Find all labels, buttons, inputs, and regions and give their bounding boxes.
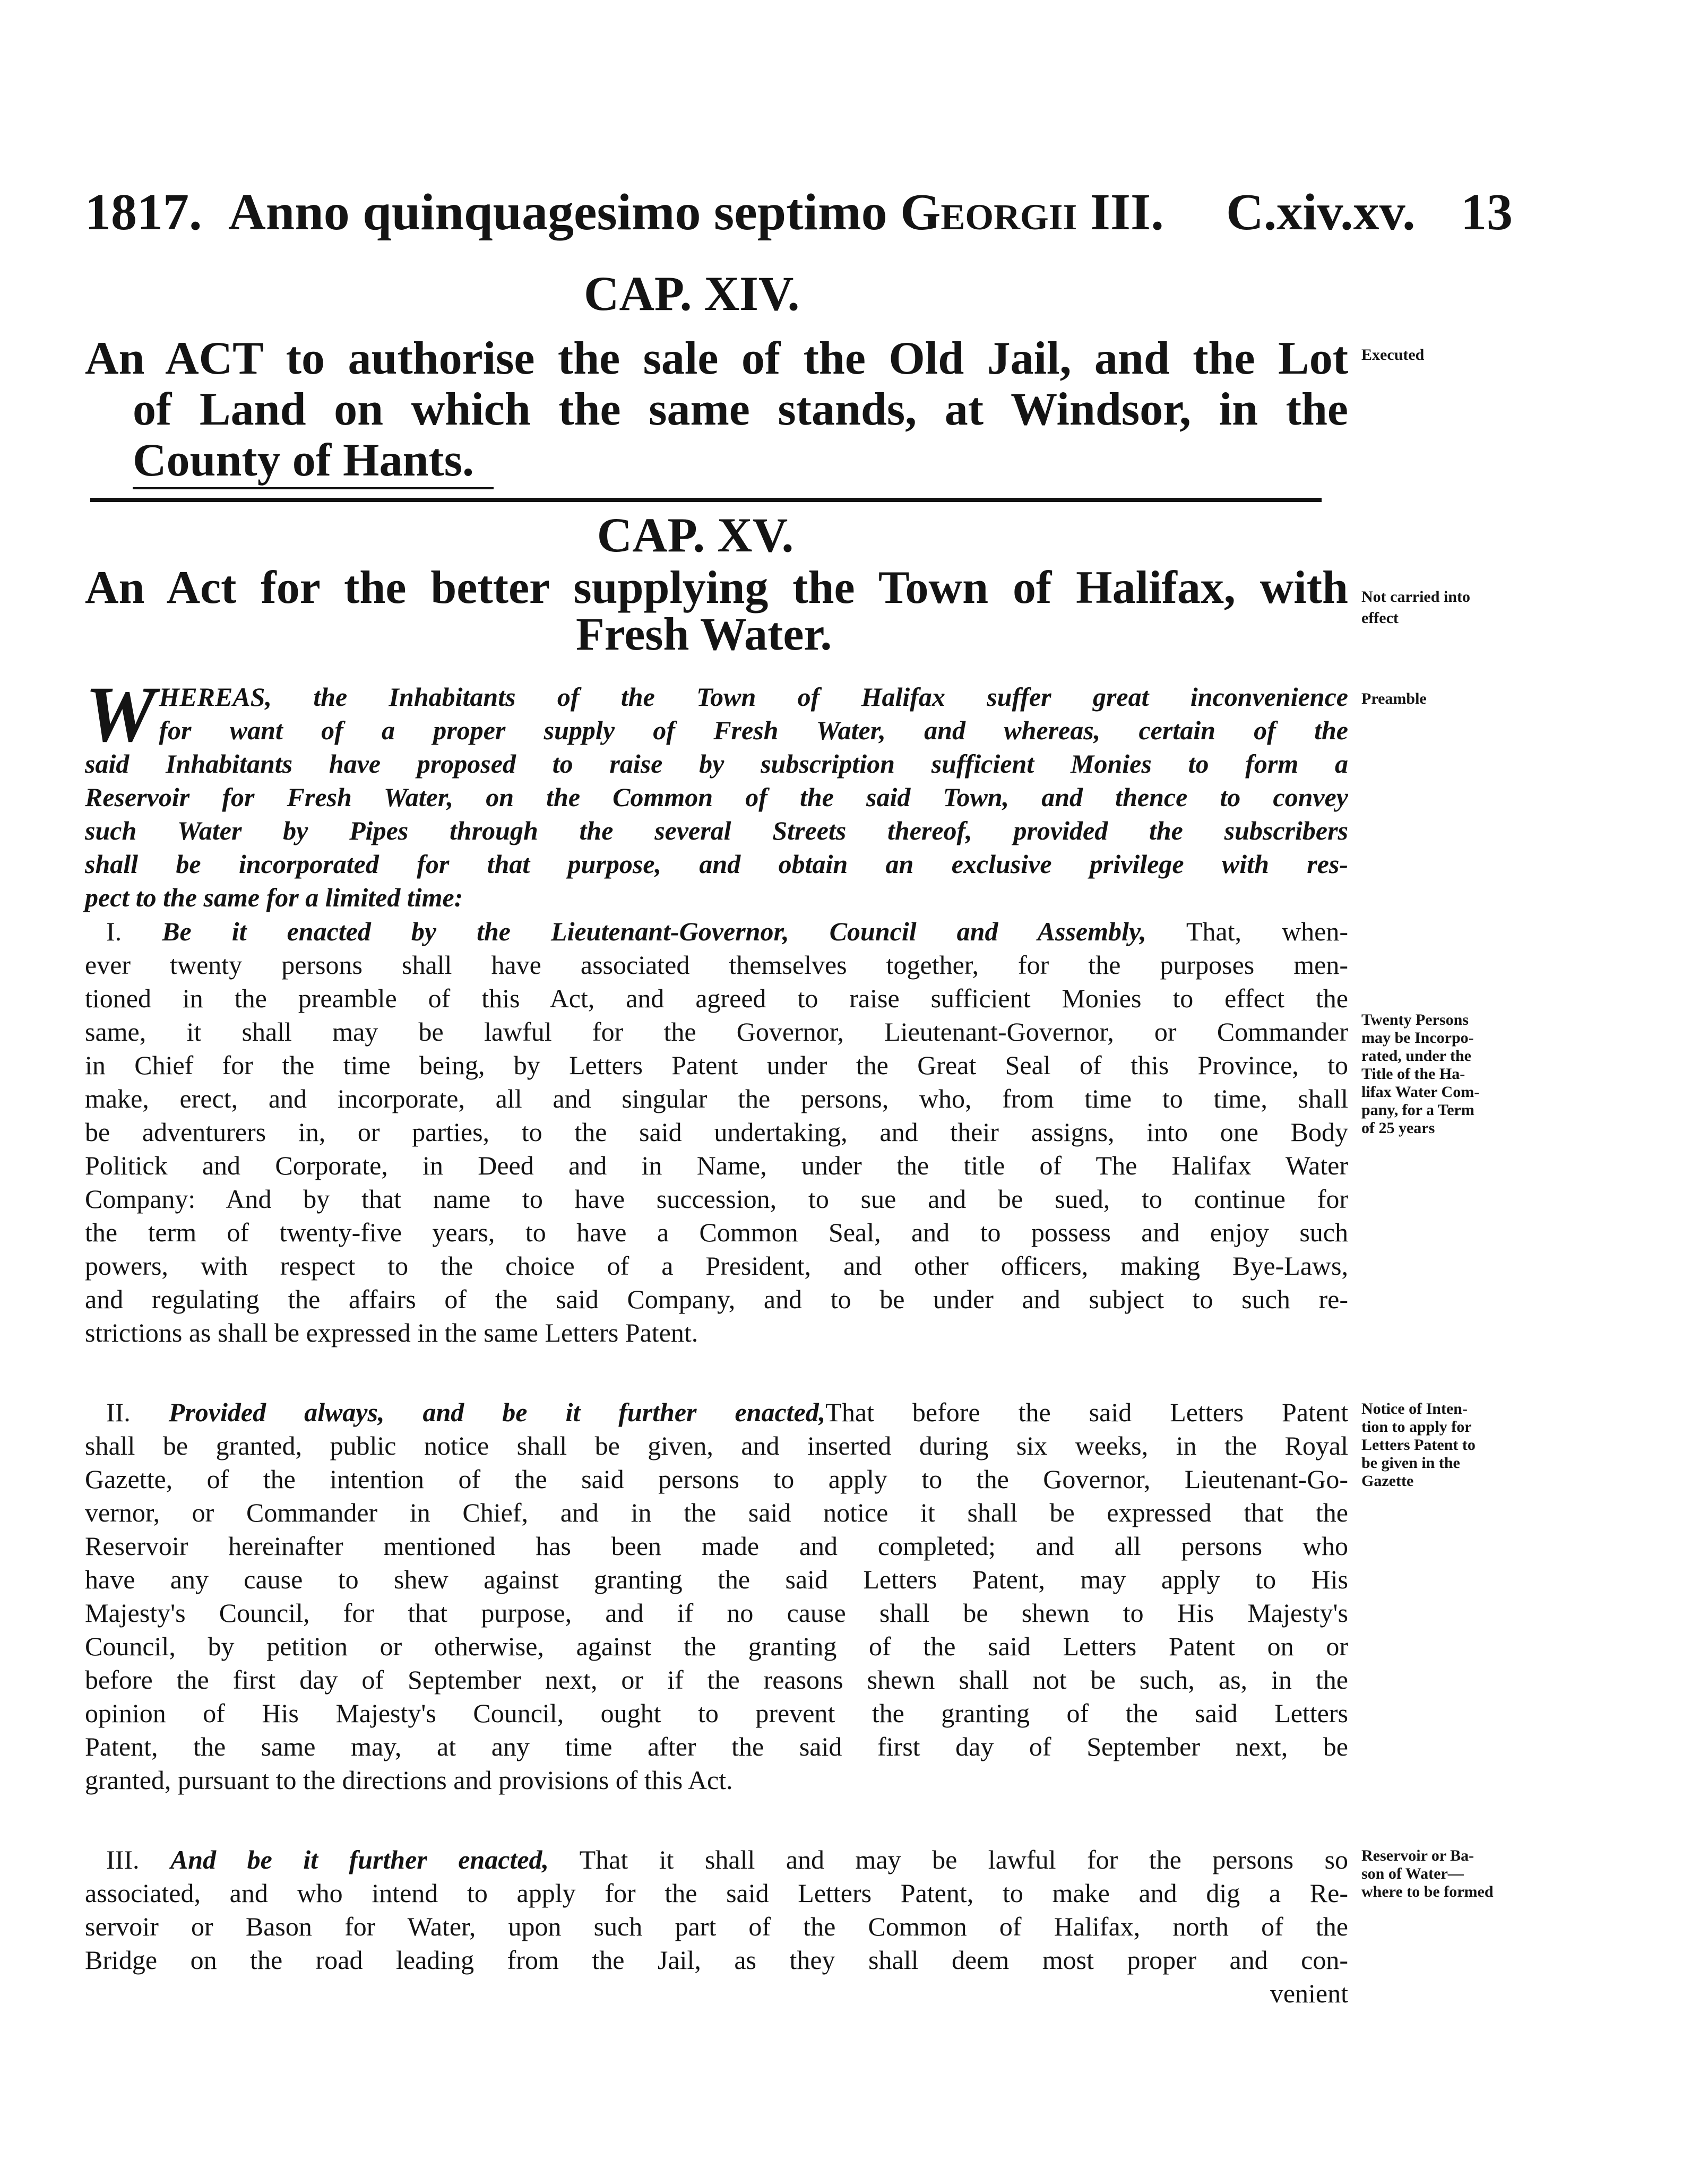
preamble-line: HEREAS, the Inhabitants of the Town of Halifax suffer great inconvenience [159,682,1348,712]
section-2-line: Council, by petition or otherwise, against the granting of the said Letters Patent on or [85,1631,1348,1661]
preamble-line: said Inhabitants have proposed to raise by subscription sufficient Monies to form a [85,749,1348,779]
section-2-margin-note [1361,1400,1476,1490]
margin-note-line: where to be formed [1361,1883,1494,1900]
section-1-first-line [85,915,1348,948]
section-1-line: in Chief for the time being, by Letters Patent under the Great Seal of this Province, to [85,1050,1348,1080]
section-3-line: servoir or Bason for Water, upon such part of the Common of Halifax, north of the [85,1912,1348,1941]
preamble-line: pect to the same for a limited time: [85,883,463,912]
margin-note-line: rated, under the [1361,1047,1471,1065]
section-3-enacting-clause: And be it further enacted, [170,1845,549,1874]
cap14-title-line-1: An ACT to authorise the sale of the Old Jail, and the Lot [85,333,1348,384]
section-1-line: same, it shall may be lawful for the Governor, Lieutenant-Governor, or Commander [85,1017,1348,1047]
section-1-line: and regulating the affairs of the said Company, and to be under and subject to such re- [85,1284,1348,1314]
section-2-first-rest: That before the said Letters Patent [825,1397,1348,1427]
preamble-line: for want of a proper supply of Fresh Water, and whereas, certain of the [159,715,1348,745]
running-header [85,180,1513,244]
header-chapters: C.xiv.xv. [1226,184,1416,241]
header-regnal-number: III. [1090,184,1164,241]
margin-note-line: of 25 years [1361,1119,1435,1137]
section-2-line: before the first day of September next, or if the reasons shewn shall not be such, as, in the [85,1665,1348,1695]
margin-note-line: son of Water— [1361,1865,1464,1882]
catchword: venient [1270,1978,1348,2008]
margin-note-line: may be Incorpo- [1361,1029,1474,1047]
section-2-line: granted, pursuant to the directions and provisions of this Act. [85,1765,733,1795]
section-2-line: Gazette, of the intention of the said persons to apply to the Governor, Lieutenant-Go- [85,1464,1348,1494]
margin-note-line: tion to apply for [1361,1418,1472,1436]
section-1-line: make, erect, and incorporate, all and singular the persons, who, from time to time, shall [85,1084,1348,1113]
section-1-first-rest: That, when- [1146,917,1348,946]
section-3-first-rest: That it shall and may be lawful for the persons so [549,1845,1348,1874]
header-georgii: Georgii [900,184,1077,241]
margin-note-line: Twenty Persons [1361,1011,1469,1029]
header-anno: Anno quinquagesimo septimo [228,184,887,241]
margin-note-line: be given in the [1361,1454,1460,1472]
margin-note-line: Letters Patent to [1361,1436,1476,1454]
section-rule [90,498,1322,502]
section-1-line: Company: And by that name to have succession, to sue and be sued, to continue for [85,1184,1348,1214]
cap15-heading: CAP. XV. [597,508,794,562]
cap15-title-line-2: Fresh Water. [576,609,832,660]
section-2-line: Patent, the same may, at any time after the said first day of September next, be [85,1732,1348,1761]
cap14-heading: CAP. XIV. [584,266,800,321]
section-2-first-line [85,1396,1348,1429]
section-2-line: opinion of His Majesty's Council, ought to prevent the granting of the said Letters [85,1698,1348,1728]
header-year: 1817. [85,184,202,241]
section-1-margin-note [1361,1011,1479,1137]
page-number: 13 [1461,184,1513,241]
margin-note-line: Gazette [1361,1472,1414,1490]
preamble-dropcap: W [85,670,156,758]
cap14-margin-note: Executed [1361,346,1425,364]
section-2-line: Reservoir hereinafter mentioned has been made and completed; and all persons who [85,1531,1348,1561]
preamble-line: Reservoir for Fresh Water, on the Common of the said Town, and thence to convey [85,782,1348,812]
section-2-line: vernor, or Commander in Chief, and in the said notice it shall be expressed that the [85,1498,1348,1527]
section-2-enacting-clause: Provided always, and be it further enacted, [168,1397,826,1427]
section-1-line: ever twenty persons shall have associated themselves together, for the purposes men- [85,950,1348,980]
preamble-line: such Water by Pipes through the several Streets thereof, provided the subscribers [85,816,1348,845]
cap14-title-line-2: of Land on which the same stands, at Windsor, in the [133,384,1348,435]
preamble [85,670,1348,914]
section-1-line: tioned in the preamble of this Act, and agreed to raise sufficient Monies to effect the [85,983,1348,1013]
section-1-line: strictions as shall be expressed in the same Letters Patent. [85,1318,698,1347]
section-2-number: II. [106,1397,169,1427]
section-3-line: associated, and who intend to apply for the said Letters Patent, to make and dig a Re- [85,1878,1348,1908]
section-3 [85,1843,1348,2010]
margin-note-line: pany, for a Term [1361,1101,1474,1119]
section-1 [85,915,1348,1350]
cap14-title-line-3: County of Hants. [133,435,474,486]
margin-note-line: lifax Water Com- [1361,1083,1480,1101]
section-2-line: shall be granted, public notice shall be given, and inserted during six weeks, in the Royal [85,1431,1348,1461]
section-1-enacting-clause: Be it enacted by the Lieutenant-Governor, Council and Assembly, [162,917,1146,946]
margin-note-line: Notice of Inten- [1361,1400,1468,1418]
cap15-title-line-1: An Act for the better supplying the Town of Halifax, with [85,562,1348,613]
section-3-first-line [85,1843,1348,1877]
title-underline [133,487,494,489]
section-1-line: the term of twenty-five years, to have a Common Seal, and to possess and enjoy such [85,1217,1348,1247]
margin-note-line: Title of the Ha- [1361,1065,1465,1083]
section-2-line: have any cause to shew against granting the said Letters Patent, may apply to His [85,1565,1348,1594]
header-regnal-title [228,180,1164,244]
cap15-margin-note-1: Not carried into [1361,588,1470,606]
section-3-margin-note [1361,1847,1494,1901]
section-2-line: Majesty's Council, for that purpose, and if no cause shall be shewn to His Majesty's [85,1598,1348,1628]
section-1-line: powers, with respect to the choice of a President, and other officers, making Bye-Laws, [85,1251,1348,1281]
section-3-number: III. [106,1845,170,1874]
cap15-margin-note-2: effect [1361,609,1399,627]
section-1-line: Politick and Corporate, in Deed and in Name, under the title of The Halifax Water [85,1151,1348,1180]
section-1-line: be adventurers in, or parties, to the said undertaking, and their assigns, into one Body [85,1117,1348,1147]
section-3-line: Bridge on the road leading from the Jail, as they shall deem most proper and con- [85,1945,1348,1975]
section-2 [85,1396,1348,1797]
margin-note-line: Reservoir or Ba- [1361,1847,1474,1864]
section-1-number: I. [106,917,162,946]
preamble-margin-note: Preamble [1361,690,1427,707]
preamble-line: shall be incorporated for that purpose, and obtain an exclusive privilege with res- [85,849,1348,879]
